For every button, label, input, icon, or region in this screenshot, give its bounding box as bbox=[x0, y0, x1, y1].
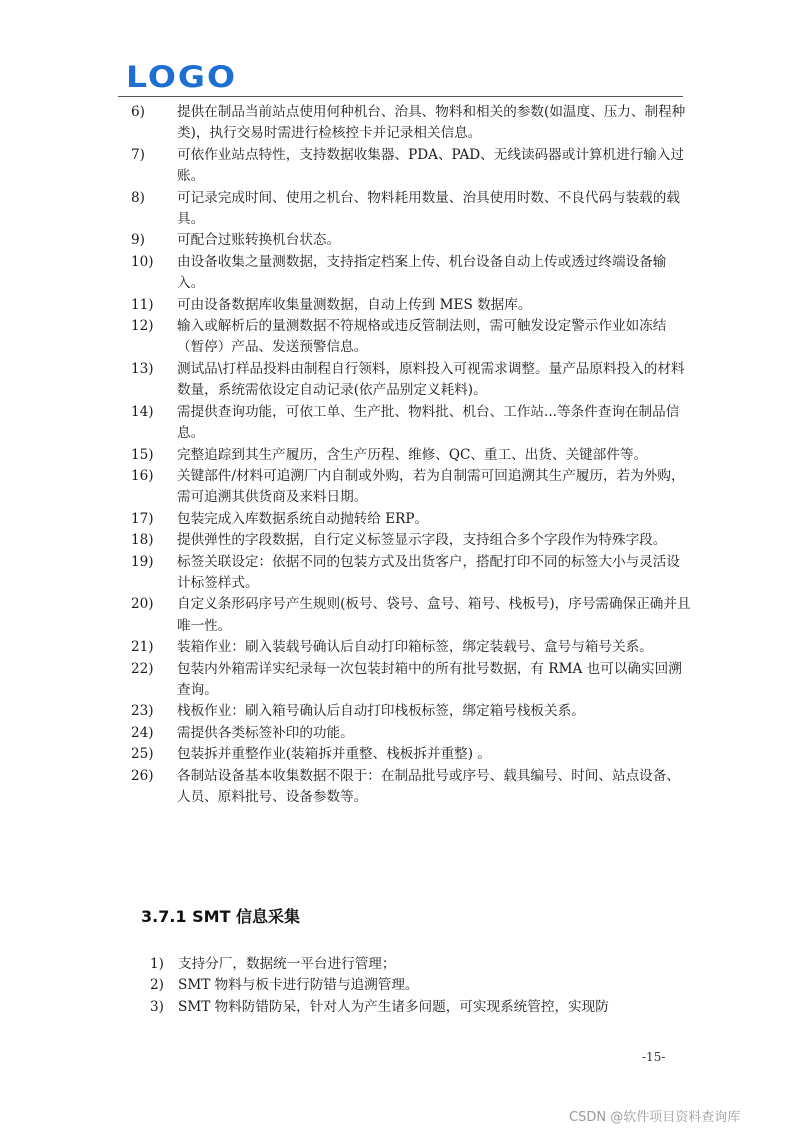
list-item bbox=[131, 252, 691, 295]
list-item-text: 由设备收集之量测数据，支持指定档案上传、机台设备自动上传或透过终端设备输入。 bbox=[177, 253, 667, 292]
smt-list bbox=[150, 954, 695, 1018]
list-item bbox=[131, 445, 691, 466]
list-item-text: 自定义条形码序号产生规则(板号、袋号、盒号、箱号、栈板号)，序号需确保正确并且唯一性。 bbox=[177, 596, 691, 634]
list-item bbox=[131, 637, 691, 658]
list-item bbox=[131, 295, 691, 316]
list-item-text: 包装拆并重整作业(装箱拆并重整、栈板拆并重整) 。 bbox=[177, 746, 491, 763]
list-item bbox=[131, 102, 691, 145]
list-item-number: 3) bbox=[150, 998, 164, 1015]
list-item bbox=[131, 766, 691, 809]
list-item-text: 关键部件/材料可追溯厂内自制或外购，若为自制需可回追溯其生产履历，若为外购，需可追溯其供货商及来料日期。 bbox=[177, 467, 685, 506]
list-item-text: 可由设备数据库收集量测数据，自动上传到 MES 数据库。 bbox=[177, 296, 532, 313]
list-item bbox=[131, 509, 691, 530]
requirements-list bbox=[131, 102, 691, 808]
list-item-number: 9) bbox=[131, 232, 145, 249]
list-item-text: 可记录完成时间、使用之机台、物料耗用数量、治具使用时数、不良代码与装载的载具。 bbox=[177, 189, 680, 228]
list-item-number: 12) bbox=[131, 318, 154, 335]
list-item-number: 23) bbox=[131, 703, 154, 720]
list-item-text: 提供弹性的字段数据，自行定义标签显示字段，支持组合多个字段作为特殊字段。 bbox=[177, 532, 667, 549]
section-title: 3.7.1 SMT 信息采集 bbox=[141, 907, 301, 926]
list-item bbox=[131, 723, 691, 744]
list-item-number: 26) bbox=[131, 767, 154, 784]
list-item-number: 11) bbox=[131, 296, 154, 313]
list-item-text: 需提供各类标签补印的功能。 bbox=[177, 724, 354, 741]
list-item bbox=[150, 997, 695, 1018]
list-item-number: 19) bbox=[131, 553, 154, 570]
page-number: -15- bbox=[642, 1050, 666, 1064]
list-item bbox=[150, 975, 695, 996]
list-item-number: 24) bbox=[131, 724, 154, 741]
list-item bbox=[131, 552, 691, 595]
list-item bbox=[131, 466, 691, 509]
list-item bbox=[131, 530, 691, 551]
list-item bbox=[131, 402, 691, 445]
list-item bbox=[131, 701, 691, 722]
list-item-number: 17) bbox=[131, 510, 154, 527]
list-item-text: 完整追踪到其生产履历，含生产历程、维修、QC、重工、出货、关键部件等。 bbox=[177, 446, 648, 463]
list-item-number: 7) bbox=[131, 146, 145, 163]
list-item-number: 10) bbox=[131, 253, 154, 270]
list-item-text: 装箱作业：刷入装载号确认后自动打印箱标签，绑定装载号、盒号与箱号关系。 bbox=[177, 639, 653, 656]
list-item bbox=[131, 230, 691, 251]
list-item bbox=[131, 145, 691, 188]
list-item-text: SMT 物料与板卡进行防错与追溯管理。 bbox=[178, 977, 419, 994]
list-item-number: 18) bbox=[131, 532, 154, 549]
header-divider bbox=[118, 96, 683, 97]
list-item bbox=[131, 659, 691, 702]
list-item-number: 14) bbox=[131, 403, 154, 420]
list-item-number: 2) bbox=[150, 977, 164, 994]
list-item-number: 22) bbox=[131, 660, 154, 677]
list-item-number: 8) bbox=[131, 189, 145, 206]
list-item bbox=[131, 744, 691, 765]
list-item-number: 16) bbox=[131, 467, 154, 484]
list-item-text: 需提供查询功能，可依工单、生产批、物料批、机台、工作站...等条件查询在制品信息。 bbox=[177, 403, 680, 442]
list-item-number: 13) bbox=[131, 360, 154, 377]
list-item-text: 标签关联设定：依据不同的包装方式及出货客户，搭配打印不同的标签大小与灵活设计标签样式。 bbox=[177, 553, 680, 591]
list-item bbox=[131, 359, 691, 402]
list-item-number: 20) bbox=[131, 596, 154, 613]
list-item-text: 栈板作业：刷入箱号确认后自动打印栈板标签，绑定箱号栈板关系。 bbox=[177, 703, 585, 720]
list-item-number: 15) bbox=[131, 446, 154, 463]
list-item-text: 可配合过账转换机台状态。 bbox=[177, 232, 341, 249]
list-item-number: 6) bbox=[131, 104, 145, 120]
list-item-text: 包装完成入库数据系统自动抛转给 ERP。 bbox=[177, 510, 429, 527]
list-item-text: 各制站设备基本收集数据不限于：在制品批号或序号、载具编号、时间、站点设备、人员、原料批号、设备参数等。 bbox=[177, 767, 680, 805]
list-item-number: 21) bbox=[131, 639, 154, 656]
list-item-text: 输入或解析后的量测数据不符规格或违反管制法则，需可触发设定警示作业如冻结（暂停）产品、发送预警信息。 bbox=[177, 318, 667, 356]
list-item-text: 包装内外箱需详实纪录每一次包装封箱中的所有批号数据，有 RMA 也可以确实回溯查询。 bbox=[177, 660, 682, 698]
watermark: CSDN @软件项目资料查询库 bbox=[569, 1110, 741, 1125]
list-item-number: 1) bbox=[150, 956, 164, 972]
list-item bbox=[131, 188, 691, 231]
list-item-text: 提供在制品当前站点使用何种机台、治具、物料和相关的参数(如温度、压力、制程种类)，执行交易时需进行检核控卡并记录相关信息。 bbox=[177, 104, 686, 142]
list-item bbox=[131, 316, 691, 359]
logo: LOGO bbox=[126, 59, 238, 95]
list-item bbox=[131, 594, 691, 637]
list-item-text: 测试品\打样品投料由制程自行领料，原料投入可视需求调整。量产品原料投入的材料数量，系统需依设定自动记录(依产品别定义耗料)。 bbox=[177, 360, 685, 399]
list-item-text: 可依作业站点特性，支持数据收集器、PDA、PAD、无线读码器或计算机进行输入过账。 bbox=[177, 146, 685, 185]
list-item bbox=[150, 954, 695, 975]
list-item-number: 25) bbox=[131, 746, 154, 763]
list-item-text: SMT 物料防错防呆，针对人为产生诸多问题，可实现系统管控，实现防 bbox=[178, 998, 609, 1015]
list-item-text: 支持分厂，数据统一平台进行管理； bbox=[178, 956, 396, 972]
